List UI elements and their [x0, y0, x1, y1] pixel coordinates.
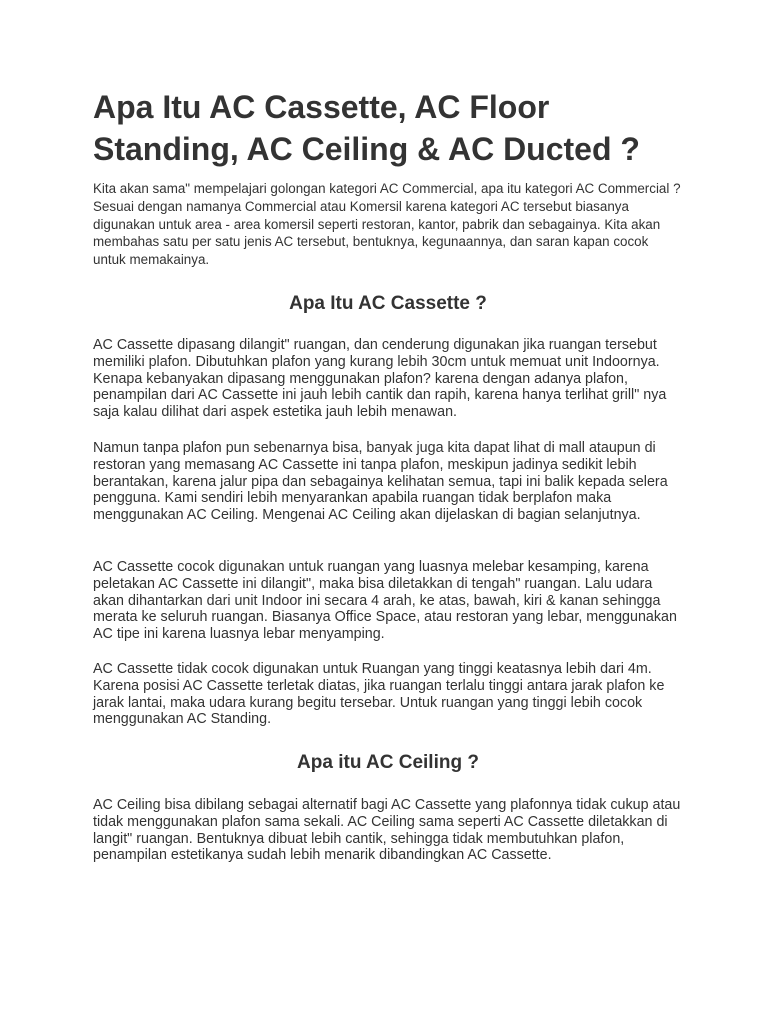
cassette-paragraph-1: AC Cassette dipasang dilangit" ruangan, dan cenderung digunakan jika ruangan tersebut memiliki plafon. Dibutuhkan plafon yang kurang lebih 30cm untuk memuat unit Indoornya. Kenapa kebanyakan dipasang menggunakan plafon? karena dengan adanya plafon, penampilan dari AC Cassette ini jauh lebih cantik dan rapih, karena hanya terlihat grill" nya saja kalau dilihat dari aspek estetika jauh lebih menawan.	[93, 337, 667, 421]
intro-paragraph: Kita akan sama" mempelajari golongan kategori AC Commercial, apa itu kategori AC Commercial ? Sesuai dengan namanya Commercial atau Komersil karena kategori AC tersebut biasanya digunakan untuk area - area komersil seperti restoran, kantor, pabrik dan sebagainya. Kita akan membahas satu per satu jenis AC tersebut, bentuknya, kegunaannya, dan saran kapan cocok untuk memakainya.	[93, 181, 681, 268]
section-heading-ac-ceiling: Apa itu AC Ceiling ?	[297, 752, 479, 773]
ceiling-paragraph-1: AC Ceiling bisa dibilang sebagai alternatif bagi AC Cassette yang plafonnya tidak cukup atau tidak menggunakan plafon sama sekali. AC Ceiling sama seperti AC Cassette diletakkan di langit" ruangan. Bentuknya dibuat lebih cantik, sehingga tidak membutuhkan plafon, penampilan estetikanya sudah lebih menarik dibandingkan AC Cassette.	[93, 797, 681, 864]
cassette-paragraph-2: Namun tanpa plafon pun sebenarnya bisa, banyak juga kita dapat lihat di mall ataupun di restoran yang memasang AC Cassette ini tanpa plafon, meskipun jadinya sedikit lebih berantakan, karena jalur pipa dan sebagainya kelihatan semua, tapi ini balik kepada selera pengguna. Kami sendiri lebih menyarankan apabila ruangan tidak berplafon maka menggunakan AC Ceiling. Mengenai AC Ceiling akan dijelaskan di bagian selanjutnya.	[93, 440, 668, 524]
cassette-paragraph-4: AC Cassette tidak cocok digunakan untuk Ruangan yang tinggi keatasnya lebih dari 4m. Karena posisi AC Cassette terletak diatas, jika ruangan terlalu tinggi antara jarak plafon ke jarak lantai, maka udara kurang begitu tersebar. Untuk ruangan yang tinggi lebih cocok menggunakan AC Standing.	[93, 661, 665, 728]
document-title: Apa Itu AC Cassette, AC Floor Standing, AC Ceiling & AC Ducted ?	[93, 89, 640, 167]
section-heading-ac-cassette: Apa Itu AC Cassette ?	[289, 293, 487, 314]
cassette-paragraph-3: AC Cassette cocok digunakan untuk ruangan yang luasnya melebar kesamping, karena peletakan AC Cassette ini dilangit", maka bisa diletakkan di tengah" ruangan. Lalu udara akan dihantarkan dari unit Indoor ini secara 4 arah, ke atas, bawah, kiri & kanan sehingga merata ke seluruh ruangan. Biasanya Office Space, atau restoran yang lebar, menggunakan AC tipe ini karena luasnya lebar menyamping.	[93, 559, 677, 643]
